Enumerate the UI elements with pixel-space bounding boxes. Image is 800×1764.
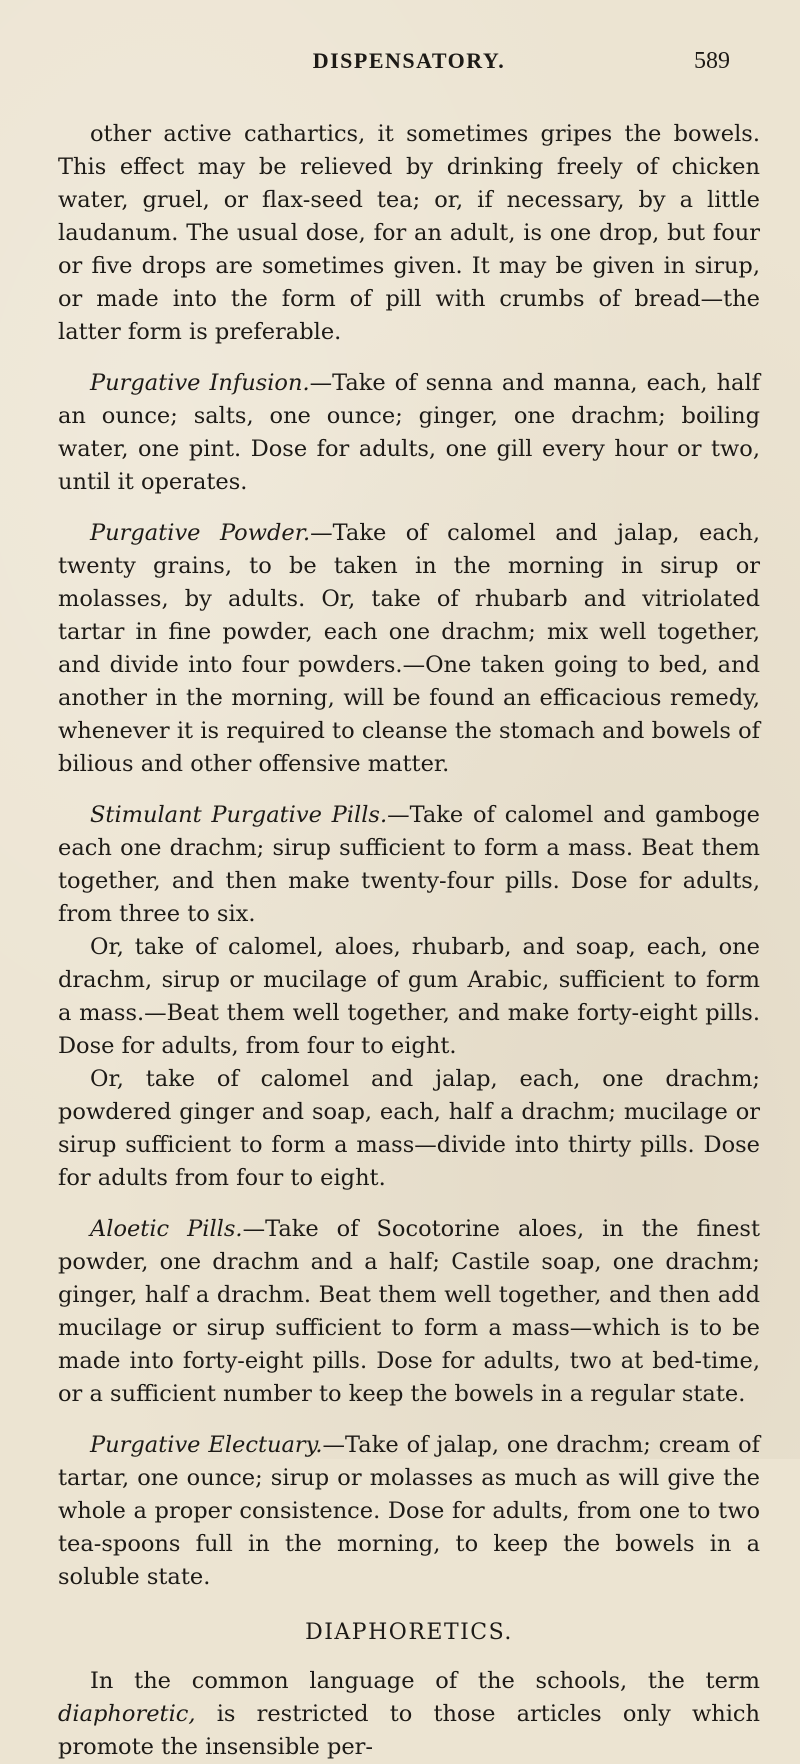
paragraph-lead: Aloetic Pills.	[90, 1216, 243, 1242]
section-heading: DIAPHORETICS.	[305, 1620, 513, 1645]
body-text	[58, 118, 760, 1764]
paragraph-text: other active cathartics, it sometimes gripes the bowels. This effect may be relieved by drinking freely of chicken water, gruel, or flax-seed tea; or, if necessary, by a little laudanum. The usual dose, for an adult, is one drop, but four or five drops are sometimes given. It may be given in sirup, or made into the form of pill with crumbs of bread—the latter form is preferable.	[58, 121, 760, 345]
paragraph-lead: Purgative Infusion.	[90, 370, 310, 396]
paragraph-text: —Take of calomel and gamboge each one drachm; sirup sufficient to form a mass. Beat them together, and then make twenty-four pills. Dose for adults, from three to six.	[58, 802, 761, 927]
paragraph-text: —Take of Socotorine aloes, in the finest powder, one drachm and a half; Castile soap, one drachm; ginger, half a drachm. Beat them well together, and then add mucilage or sirup sufficient to form a mass—which is to be made into forty-eight pills. Dose for adults, two at bed-time, or a sufficient number to keep the bowels in a regular state.	[58, 1216, 760, 1407]
paragraph-stimulant-pills-alt-2	[58, 1063, 760, 1195]
paragraph-text: Or, take of calomel and jalap, each, one drachm; powdered ginger and soap, each, half a drachm; mucilage or sirup sufficient to form a mass—divide into thirty pills. Dose for adults from four to eight.	[58, 1066, 760, 1191]
paragraph-lead: Purgative Electuary.	[90, 1432, 323, 1458]
running-title: DISPENSATORY.	[312, 48, 506, 73]
paragraph-text: —Take of calomel and jalap, each, twenty grains, to be taken in the morning in sirup or molasses, by adults. Or, take of rhubarb and vitriolated tartar in fine powder, each one drachm; mix well together, and divide into four powders.—One taken going to bed, and another in the morning, will be found an efficacious remedy, whenever it is required to cleanse the stomach and bowels of bilious and other offensive matter.	[58, 520, 760, 777]
paragraph-purgative-infusion	[58, 367, 760, 499]
paragraph-text-end: is restricted to those articles only which promote the insensible per-	[58, 1701, 760, 1760]
paragraph-lead: Stimulant Purgative Pills.	[90, 802, 388, 828]
paragraph-diaphoretics-intro	[58, 1665, 760, 1764]
paragraph-stimulant-pills-alt-1	[58, 931, 760, 1063]
paragraph-text: —Take of senna and manna, each, half an ounce; salts, one ounce; ginger, one drachm; boiling water, one pint. Dose for adults, one gill every hour or two, until it operates.	[58, 370, 760, 495]
running-head	[58, 38, 760, 78]
paragraph-text-start: In the common language of the schools, the term	[90, 1668, 760, 1694]
paragraph-text: —Take of jalap, one drachm; cream of tartar, one ounce; sirup or molasses as much as will give the whole a proper consistence. Dose for adults, from one to two tea-spoons full in the morning, to keep the bowels in a soluble state.	[58, 1432, 760, 1590]
italic-term: diaphoretic,	[58, 1701, 196, 1727]
paragraph-lead: Purgative Powder.	[90, 520, 311, 546]
paragraph-aloetic-pills	[58, 1213, 760, 1411]
paragraph-text: Or, take of calomel, aloes, rhubarb, and soap, each, one drachm, sirup or mucilage of gum Arabic, sufficient to form a mass.—Beat them well together, and make forty-eight pills. Dose for adults, from four to eight.	[58, 934, 760, 1059]
paragraph-purgative-powder	[58, 517, 760, 781]
paragraph-stimulant-pills	[58, 799, 760, 931]
paragraph-purgative-electuary	[58, 1429, 760, 1594]
paragraph-continuation	[58, 118, 760, 349]
page-number: 589	[694, 48, 730, 74]
